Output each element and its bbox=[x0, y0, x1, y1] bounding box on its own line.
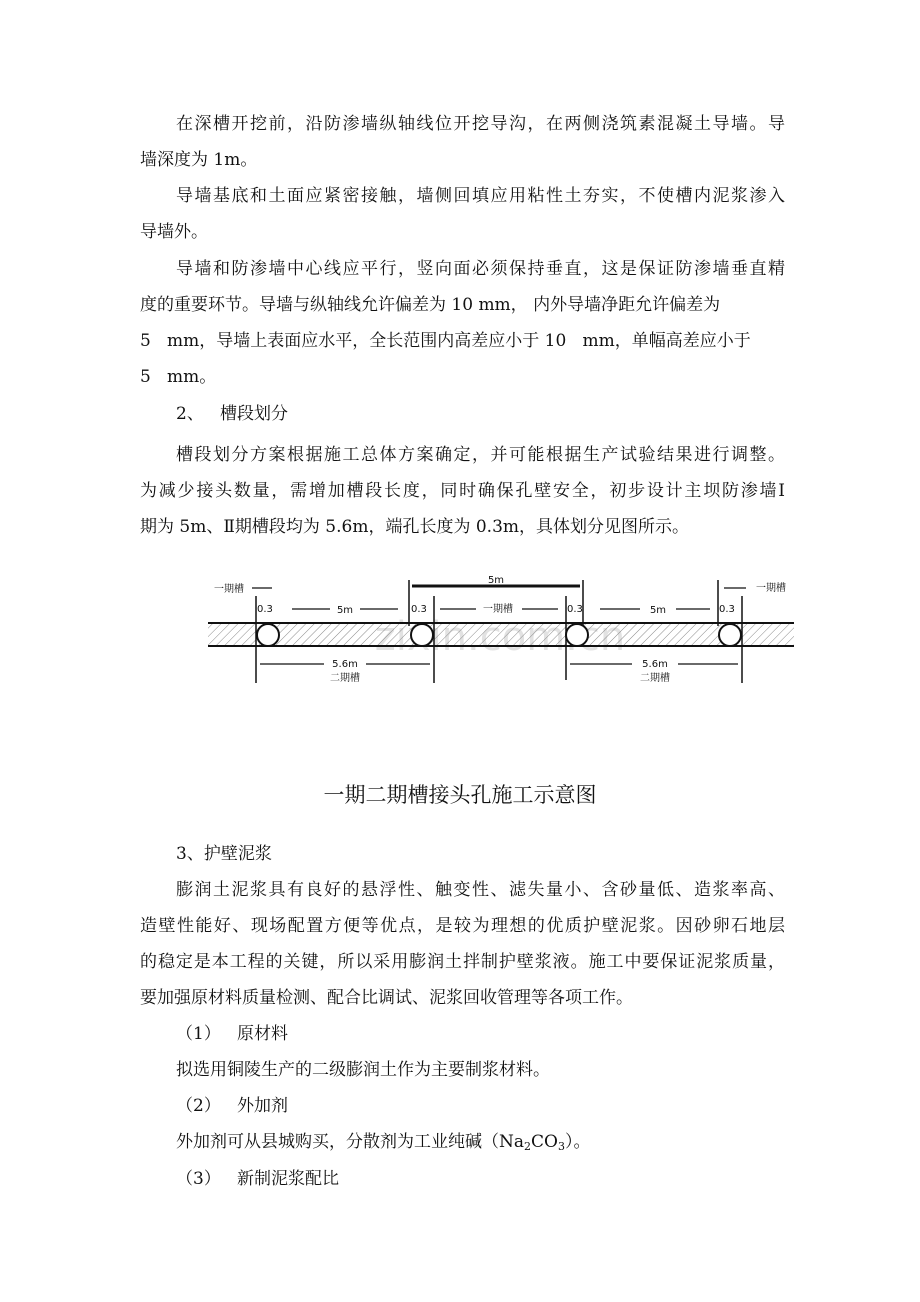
section-heading-slurry: 3、护壁泥浆 bbox=[176, 844, 272, 864]
additive-text-mid: CO bbox=[531, 1132, 558, 1152]
paragraph-slurry-line-3: 的稳定是本工程的关键，所以采用膨润土拌制护壁浆液。施工中要保证泥浆质量， bbox=[140, 952, 785, 972]
additive-sub-2: 3 bbox=[557, 1140, 565, 1153]
subheading-new-slurry-ratio: （3） 新制泥浆配比 bbox=[176, 1169, 340, 1189]
seg-5m-left-label: 5m bbox=[336, 605, 354, 616]
paragraph-guide-wall-line-2: 墙深度为 1m。 bbox=[140, 150, 258, 170]
paragraph-tolerance-line-3: 5 mm，导墙上表面应水平，全长范围内高差应小于 10 mm，单幅高差应小于 bbox=[140, 331, 751, 351]
additive-text-post: ）。 bbox=[564, 1132, 591, 1152]
paragraph-tolerance-line-1: 导墙和防渗墙中心线应平行，竖向面必须保持垂直，这是保证防渗墙垂直精 bbox=[176, 259, 785, 279]
paragraph-slurry-line-1: 膨润土泥浆具有良好的悬浮性、触变性、滤失量小、含砂量低、造浆率高、 bbox=[176, 880, 785, 900]
hole-label-3: 0.3 bbox=[567, 604, 583, 615]
end-hole-2 bbox=[411, 624, 433, 646]
additive-sub-1: 2 bbox=[524, 1140, 532, 1153]
phase2-left-label: 二期槽 bbox=[330, 673, 360, 684]
hole-label-4: 0.3 bbox=[719, 604, 735, 615]
top-5m-label: 5m bbox=[487, 575, 505, 586]
paragraph-tolerance-line-4: 5 mm。 bbox=[140, 367, 217, 387]
seg-5m-right-label: 5m bbox=[649, 605, 667, 616]
hole-label-1: 0.3 bbox=[257, 604, 273, 615]
paragraph-trench-line-1: 槽段划分方案根据施工总体方案确定，并可能根据生产试验结果进行调整。 bbox=[176, 445, 785, 465]
section-heading-trench-division: 2、 槽段划分 bbox=[176, 404, 289, 424]
paragraph-slurry-line-2: 造壁性能好、现场配置方便等优点，是较为理想的优质护壁泥浆。因砂卵石地层 bbox=[140, 916, 785, 936]
phase2-right-label: 二期槽 bbox=[640, 673, 670, 684]
seg-56-right-label: 5.6m bbox=[642, 659, 668, 670]
phase1-left-label: 一期槽 bbox=[214, 584, 244, 595]
seg-56-left-label: 5.6m bbox=[332, 659, 358, 670]
wall-band bbox=[208, 624, 794, 645]
paragraph-guide-wall-line-1: 在深槽开挖前，沿防渗墙纵轴线位开挖导沟，在两侧浇筑素混凝土导墙。导 bbox=[176, 114, 785, 134]
subheading-raw-material: （1） 原材料 bbox=[176, 1024, 289, 1044]
hole-label-2: 0.3 bbox=[411, 604, 427, 615]
paragraph-trench-line-3: 期为 5m、Ⅱ期槽段均为 5.6m，端孔长度为 0.3m，具体划分见图所示。 bbox=[140, 517, 690, 537]
figure-caption: 一期二期槽接头孔施工示意图 bbox=[323, 783, 597, 807]
paragraph-slurry-line-4: 要加强原材料质量检测、配合比调试、泥浆回收管理等各项工作。 bbox=[140, 988, 633, 1008]
phase1-mid-label: 一期槽 bbox=[483, 604, 513, 615]
trench-joint-diagram bbox=[200, 568, 800, 693]
subheading-additive: （2） 外加剂 bbox=[176, 1096, 289, 1116]
end-hole-3 bbox=[566, 624, 588, 646]
paragraph-backfill-line-2: 导墙外。 bbox=[140, 222, 208, 242]
paragraph-trench-line-2: 为减少接头数量，需增加槽段长度，同时确保孔壁安全，初步设计主坝防渗墙Ⅰ bbox=[140, 481, 785, 501]
paragraph-backfill-line-1: 导墙基底和土面应紧密接触，墙侧回填应用粘性土夯实，不使槽内泥浆渗入 bbox=[176, 186, 785, 206]
additive-text-pre: 外加剂可从县城购买，分散剂为工业纯碱（Na bbox=[176, 1132, 525, 1152]
phase1-right-label: 一期槽 bbox=[756, 583, 786, 594]
end-hole-4 bbox=[719, 624, 741, 646]
paragraph-tolerance-line-2: 度的重要环节。导墙与纵轴线允许偏差为 10 mm， 内外导墙净距允许偏差为 bbox=[140, 295, 721, 315]
paragraph-additive bbox=[176, 1129, 785, 1160]
paragraph-raw-material: 拟选用铜陵生产的二级膨润土作为主要制浆材料。 bbox=[176, 1060, 550, 1080]
end-hole-1 bbox=[257, 624, 279, 646]
